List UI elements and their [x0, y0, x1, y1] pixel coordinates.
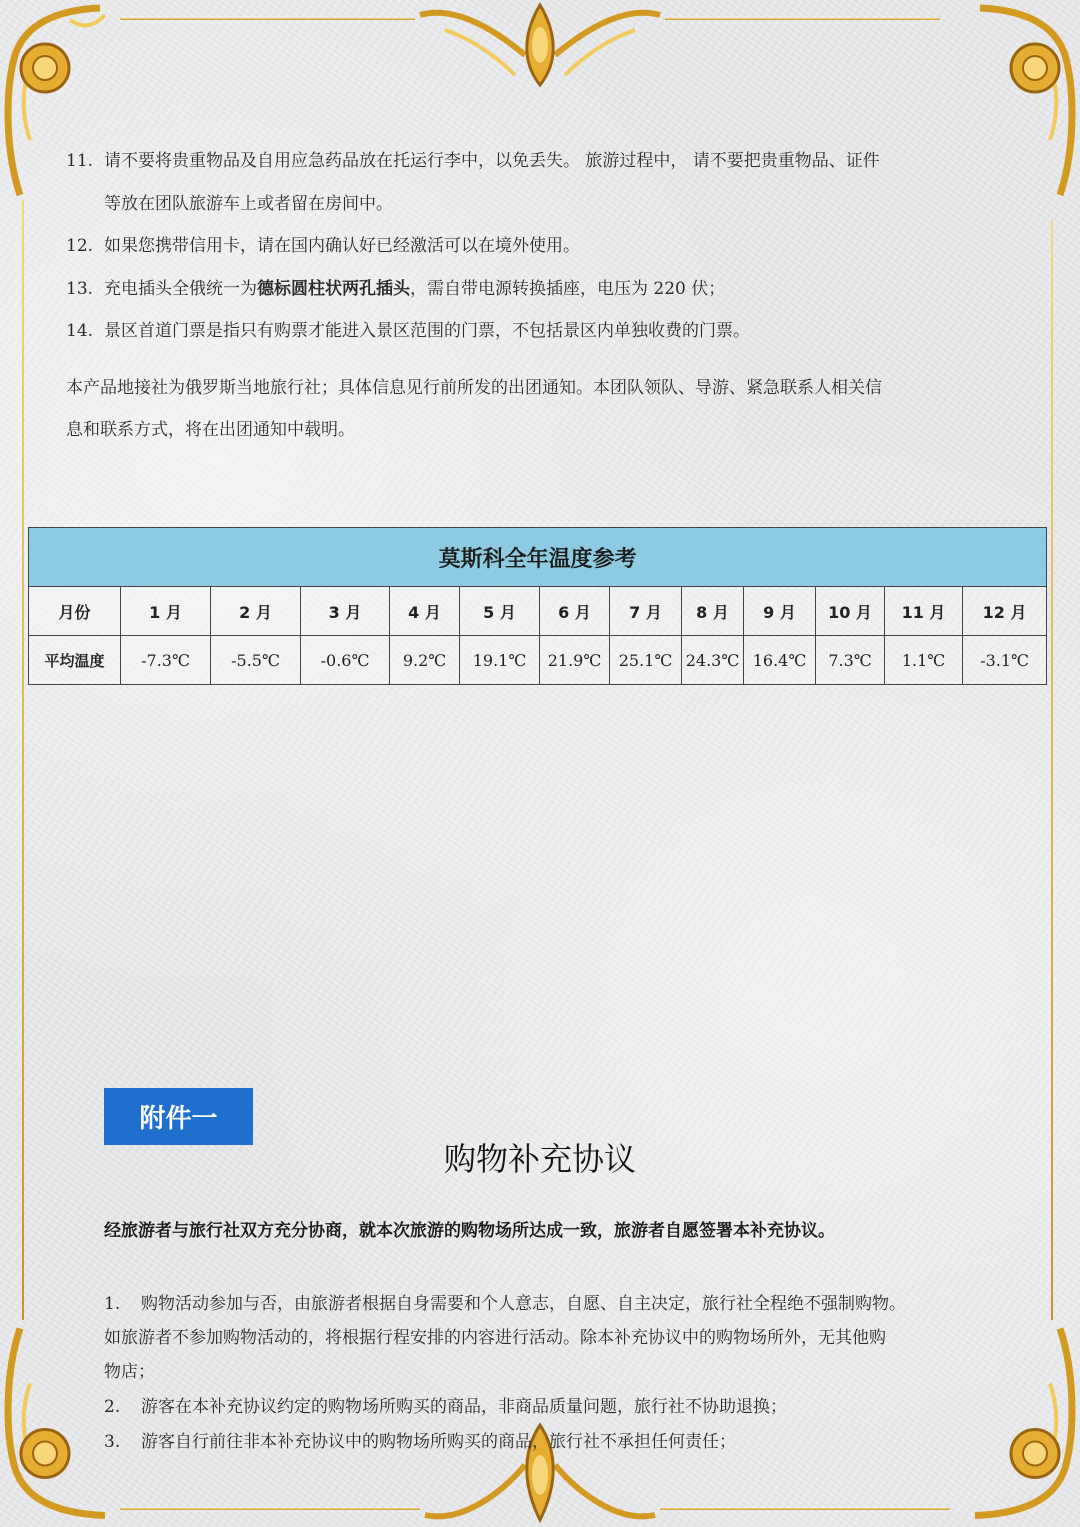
month-cell: 8 月 — [682, 587, 744, 636]
agreement-item-1-continuation-2: 物店； — [104, 1362, 155, 1382]
temperature-cell: 21.9℃ — [540, 636, 610, 685]
month-cell: 5 月 — [460, 587, 540, 636]
top-center-ornament-icon — [415, 0, 665, 90]
agreement-number: 3. — [104, 1432, 121, 1452]
temperature-cell: 9.2℃ — [390, 636, 460, 685]
note-number: 13. — [66, 279, 94, 299]
corner-ornament-top-right-icon — [970, 0, 1080, 200]
agreement-number: 1. — [104, 1294, 121, 1314]
month-cell: 9 月 — [744, 587, 816, 636]
month-cell: 3 月 — [301, 587, 390, 636]
temperature-cell: 1.1℃ — [885, 636, 963, 685]
note-text: 景区首道门票是指只有购票才能进入景区范围的门票，不包括景区内单独收费的门票。 — [104, 321, 750, 341]
temperature-cell: 7.3℃ — [816, 636, 885, 685]
operator-note-line2: 息和联系方式，将在出团通知中载明。 — [66, 420, 355, 440]
corner-ornament-bottom-left-icon — [0, 1320, 110, 1527]
temperature-cell: -7.3℃ — [121, 636, 211, 685]
frame-bottom-left-line — [120, 1508, 420, 1510]
temperature-cell: -5.5℃ — [211, 636, 301, 685]
temperature-cell: 24.3℃ — [682, 636, 744, 685]
temperature-cell: 25.1℃ — [610, 636, 682, 685]
month-cell: 7 月 — [610, 587, 682, 636]
month-cell: 2 月 — [211, 587, 301, 636]
note-number: 12. — [66, 236, 94, 256]
corner-ornament-bottom-right-icon — [970, 1320, 1080, 1527]
month-cell: 1 月 — [121, 587, 211, 636]
note-item-11-continuation: 等放在团队旅游车上或者留在房间中。 — [104, 194, 393, 214]
agreement-item-1 — [104, 1289, 906, 1314]
month-cell: 6 月 — [540, 587, 610, 636]
temperature-cell: -3.1℃ — [963, 636, 1047, 685]
agreement-text: 购物活动参加与否，由旅游者根据自身需要和个人意志，自愿、自主决定，旅行社全程绝不强制购物。 — [141, 1294, 906, 1314]
month-header-label: 月份 — [29, 587, 121, 636]
note-item-11 — [66, 146, 880, 171]
temperature-table — [28, 527, 1047, 685]
agreement-item-2 — [104, 1392, 787, 1417]
temperature-cell: -0.6℃ — [301, 636, 390, 685]
note-text-post: ，需自带电源转换插座，电压为 220 伏； — [410, 279, 726, 299]
note-text-bold: 德标圆柱状两孔插头 — [257, 279, 410, 299]
agreement-title: 购物补充协议 — [443, 1140, 636, 1178]
appendix-badge: 附件一 — [104, 1088, 253, 1145]
frame-top-left-line — [120, 18, 415, 20]
month-cell: 12 月 — [963, 587, 1047, 636]
month-cell: 4 月 — [390, 587, 460, 636]
agreement-text: 游客自行前往非本补充协议中的购物场所购买的商品，旅行社不承担任何责任； — [141, 1432, 736, 1452]
note-text: 如果您携带信用卡，请在国内确认好已经激活可以在境外使用。 — [104, 236, 580, 256]
temperature-row — [29, 636, 1047, 685]
operator-note-line1: 本产品地接社为俄罗斯当地旅行社；具体信息见行前所发的出团通知。本团队领队、导游、紧急联系人相关信 — [66, 378, 882, 398]
agreement-item-3 — [104, 1427, 736, 1452]
temperature-header-label: 平均温度 — [29, 636, 121, 685]
note-item-13 — [66, 274, 725, 299]
note-number: 14. — [66, 321, 94, 341]
agreement-item-1-continuation: 如旅游者不参加购物活动的，将根据行程安排的内容进行活动。除本补充协议中的购物场所外，无其他购 — [104, 1328, 886, 1348]
month-cell: 10 月 — [816, 587, 885, 636]
note-text: 请不要将贵重物品及自用应急药品放在托运行李中，以免丢失。 旅游过程中， 请不要把贵重物品、证件 — [104, 151, 880, 171]
month-header-row — [29, 587, 1047, 636]
temperature-cell: 19.1℃ — [460, 636, 540, 685]
note-text-pre: 充电插头全俄统一为 — [104, 279, 257, 299]
agreement-intro: 经旅游者与旅行社双方充分协商，就本次旅游的购物场所达成一致，旅游者自愿签署本补充协议。 — [104, 1221, 835, 1241]
note-item-14 — [66, 316, 750, 341]
frame-top-right-line — [665, 18, 940, 20]
agreement-number: 2. — [104, 1397, 121, 1417]
temperature-table-title: 莫斯科全年温度参考 — [29, 528, 1047, 587]
note-number: 11. — [66, 151, 94, 171]
agreement-text: 游客在本补充协议约定的购物场所购买的商品，非商品质量问题，旅行社不协助退换； — [141, 1397, 787, 1417]
temperature-cell: 16.4℃ — [744, 636, 816, 685]
month-cell: 11 月 — [885, 587, 963, 636]
frame-bottom-right-line — [660, 1508, 950, 1510]
note-item-12 — [66, 231, 580, 256]
